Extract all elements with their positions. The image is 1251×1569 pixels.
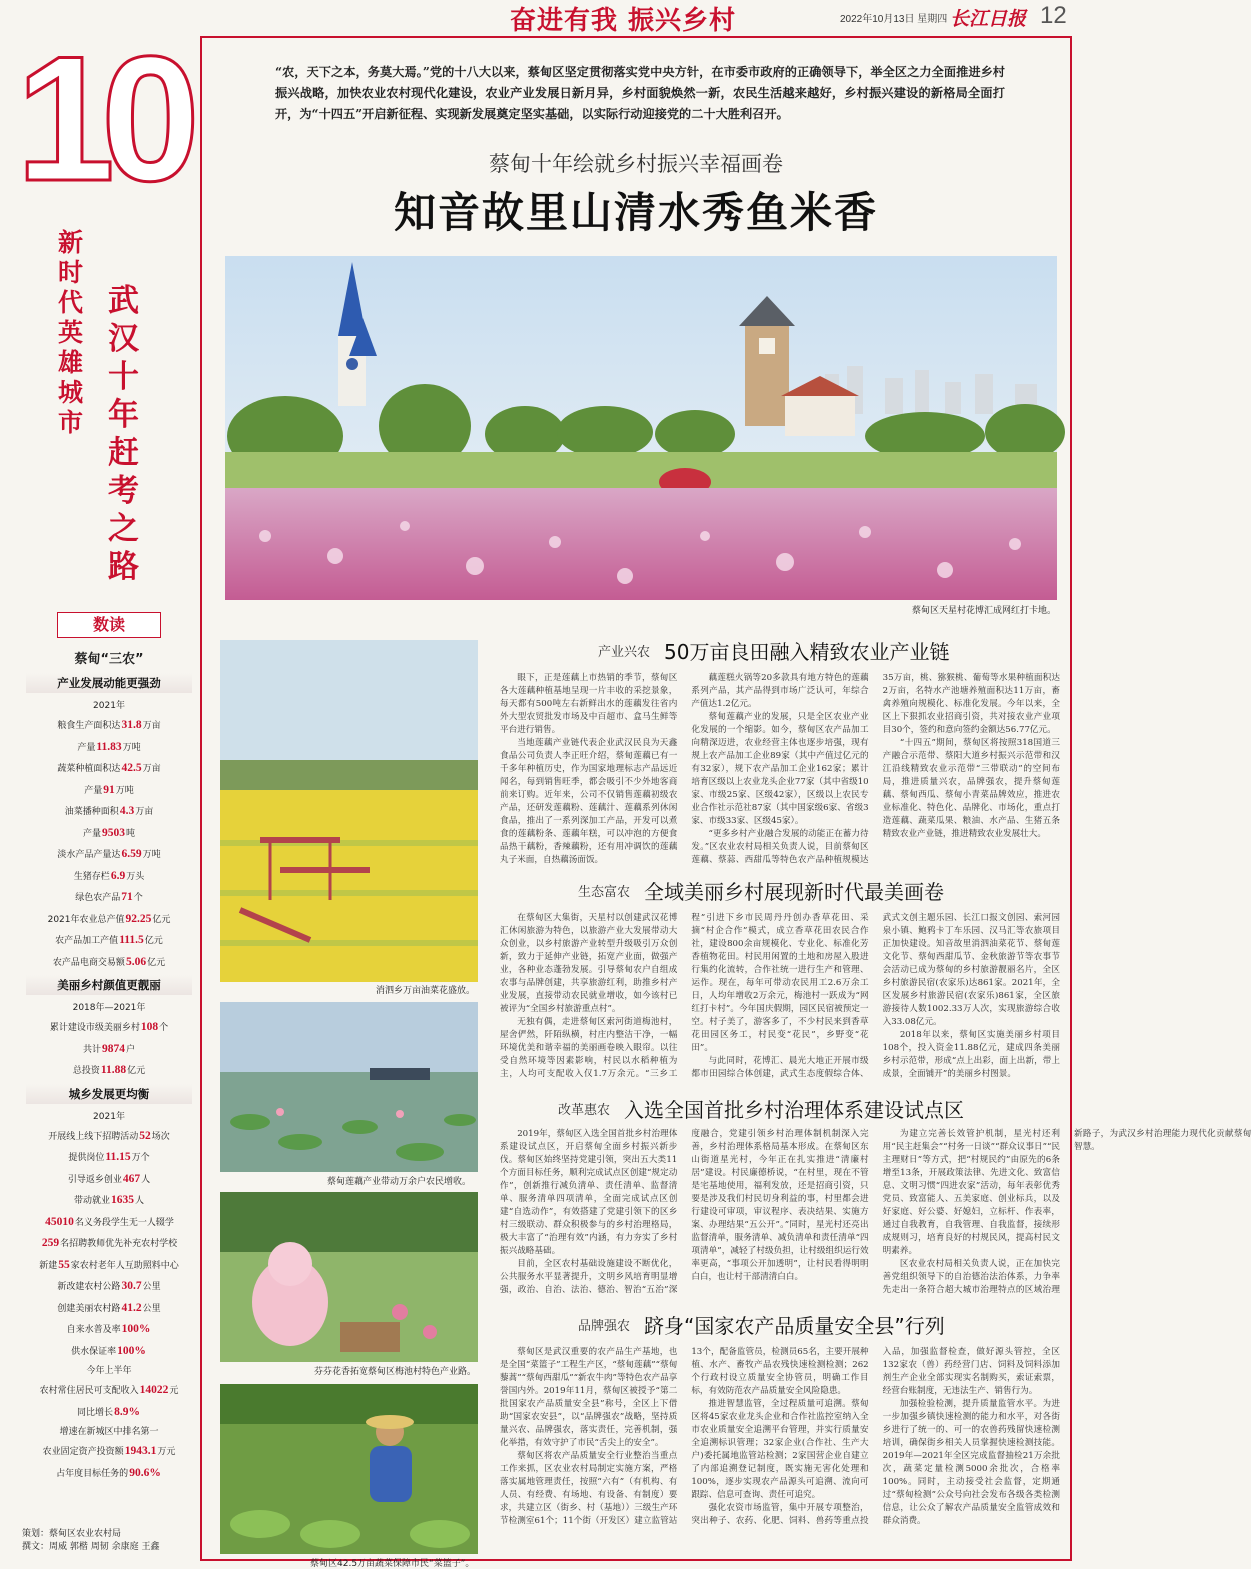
stat-unit: 吨	[126, 828, 136, 839]
sidebar-stat	[22, 1423, 196, 1441]
hero-caption: 蔡甸区天星村花博汇成网红打卡地。	[912, 606, 1057, 616]
stat-value: 1635	[111, 1194, 134, 1206]
series-number: 10	[16, 19, 186, 218]
stat-label: 共计	[82, 1044, 101, 1055]
sidebar-stat	[22, 887, 196, 909]
stat-unit: 公里	[142, 1303, 161, 1314]
stat-value: 4.3	[119, 805, 135, 817]
stat-label: 2021年农业总产值	[47, 914, 125, 925]
sidebar-stat	[22, 1147, 196, 1169]
stat-value: 31.8	[121, 719, 142, 731]
sidebar-stat	[22, 866, 196, 888]
stat-unit: 家农村老年人互助照料中心	[70, 1260, 179, 1271]
stat-unit: 户	[126, 1044, 136, 1055]
stat-label: 农产品电商交易额	[52, 957, 125, 968]
stat-value: 108	[140, 1021, 159, 1033]
stat-label: 增速在新城区中排名第一	[59, 1427, 159, 1437]
stat-unit: 人	[141, 1174, 151, 1185]
section-tag: 改革惠农	[558, 1103, 611, 1118]
stat-label: 粮食生产面积达	[57, 721, 121, 731]
stat-label: 提供岗位	[68, 1153, 105, 1163]
body-paragraph: 蔡甸区是武汉重要的农产品生产基地，也是全国“菜篮子”工程生产区，“蔡甸莲藕”“蔡甸藜蒿”“蔡甸西甜瓜”“新农牛肉”等特色农产品享誉国内外。2019年11月，蔡甸区被授予“第二批国家农产品质量安全县”称号，全区上下借助“国家农安县”，以“品牌强农”战略，坚持质量兴农、品牌强农，落实责任，完善机制，强化举措，有效守护了市民“舌尖上的安全”。	[500, 1347, 678, 1448]
sidebar-stat	[22, 1441, 196, 1463]
stat-value: 11.83	[96, 740, 122, 753]
stat-label: 2021年	[93, 701, 125, 711]
body-paragraph: 为建立完善长效管护机制，星光村还利用“民主赶集会”“村务一日谈”“群众议事日”“民主理财日”等方式，把“村规民约”由原先的6条增至13条，开展政策法律、先进文化、致富信息、文明习惯“四进农家”活动，每年表彰优秀党员、致富能人、五美家庭、创业标兵，以及好家庭、好公婆、好媳妇，立标杆、作表率，通过自我教育，自我管理、自我监督，接续形成规则习，培育良好的村规民风，提高村民文明素养。	[882, 1129, 1060, 1256]
photo-caption-flower: 芬芬花香拓宽蔡甸区梅池村特色产业路。	[314, 1367, 477, 1377]
stat-value: 6.59	[121, 848, 142, 860]
body-paragraph: 强化农资市场监管，集中开展专项整治，突出种子、农药、化肥、饲料、兽药等重点投入品，加强监督检查，做好源头管控，全区132家农（兽）药经营门店、饲料及饲料添加剂生产企业全部实现实名制购买，索证索票，经营台账制度，无违法生产、销售行为。	[691, 1347, 1060, 1526]
series-subtitle: 武汉十年赶考之路	[108, 283, 139, 585]
sidebar-section-title: 城乡发展更均衡	[26, 1084, 192, 1104]
sidebar-stat	[22, 715, 196, 737]
stat-value: 259	[41, 1237, 60, 1249]
article-credits	[22, 1528, 159, 1554]
stat-value: 6.9	[110, 869, 126, 882]
stat-label: 新建	[39, 1260, 58, 1271]
stat-unit: 名义务段学生无一人辍学	[74, 1217, 174, 1228]
stat-value: 100%	[121, 1323, 151, 1335]
article-headline: 知音故里山清水秀鱼米香	[393, 188, 878, 237]
stat-unit: 万亩	[135, 807, 154, 817]
stat-value: 71	[121, 891, 133, 903]
body-paragraph: 推进智慧监管，全过程质量可追溯。蔡甸区将45家农业龙头企业和合作社监控室纳入全市农业质量安全追溯平台管理，并实行质量安全追溯标识管理；32家企业(合作社、生产大户)委托属地监管站检测；2家国营企业自建立了内部追溯登记制度，既实施无害化处理和100%，逐步实现农产品源头可追溯、流向可跟踪、信息可查询、责任可追究。	[691, 1399, 869, 1500]
newspaper-logo: 长江日报	[950, 8, 1027, 30]
stat-label: 2018年—2021年	[72, 1003, 146, 1013]
stat-unit: 万吨	[115, 785, 134, 796]
sidebar-stat	[22, 1341, 196, 1363]
intro-paragraph: “农，天下之本，务莫大焉。”党的十八大以来，蔡甸区坚定贯彻落实党中央方针，在市委市政府的正确领导下，举全区之力全面推进乡村振兴战略，加快农业农村现代化建设，农业产业发展日新月异，乡村面貌焕然一新，农民生活越来越好，乡村振兴建设的新格局全面打开，为“十四五”开启新征程、实现新发展奠定坚实基础，以实际行动迎接党的二十大胜利召开。	[275, 65, 1005, 121]
stat-label: 创建美丽农村路	[57, 1303, 121, 1314]
stat-unit: 名招聘教师优先补充农村学校	[60, 1239, 178, 1249]
stat-value: 91	[103, 783, 115, 796]
credits-planning: 策划：蔡甸区农业农村局	[22, 1529, 122, 1539]
sidebar-stat	[22, 1108, 196, 1126]
stat-unit: 万个	[131, 1153, 150, 1163]
stat-label: 绿色农产品	[75, 893, 121, 903]
page-number: 12	[1040, 2, 1067, 29]
section-heading: 50万亩良田融入精致农业产业链	[664, 640, 950, 664]
stat-label: 今年上半年	[86, 1366, 132, 1376]
stat-value: 45010	[45, 1215, 74, 1228]
stat-unit: 亿元	[147, 957, 166, 968]
stat-label: 累计建设市级美丽乡村	[49, 1023, 140, 1033]
stat-value: 90.6%	[129, 1466, 161, 1479]
sidebar-stat	[22, 844, 196, 866]
hero-photo	[225, 256, 1057, 600]
stat-label: 油菜播种面积	[64, 807, 119, 817]
stat-label: 新改建农村公路	[57, 1282, 121, 1292]
photo-caption-lotus: 蔡甸莲藕产业带动万余户农民增收。	[327, 1177, 472, 1187]
stat-unit: 万元	[157, 1447, 176, 1457]
stat-value: 8.9%	[114, 1405, 140, 1418]
sidebar-stat	[22, 930, 196, 952]
stat-label: 开展线上线下招聘活动	[48, 1131, 139, 1142]
stat-label: 带动就业	[73, 1196, 110, 1206]
stat-unit: 元	[169, 1386, 179, 1396]
stat-label: 农业固定资产投资额	[42, 1447, 124, 1457]
stat-unit: 亿元	[144, 936, 163, 946]
sidebar-stat	[22, 1060, 196, 1082]
stat-unit: 人	[135, 1196, 145, 1206]
sidebar-stat	[22, 909, 196, 931]
section-body-ecology	[500, 912, 1060, 1084]
sidebar-stat	[22, 737, 196, 759]
sidebar-stat	[22, 1362, 196, 1380]
sidebar-title: 数读	[57, 612, 161, 638]
body-paragraph: 在蔡甸区大集街，天星村以创建武汉花博汇休闲旅游为特色，以旅游产业大发展带动大众创业，以乡村旅游产业转型升级吸引万众创新，致力于延伸产业链，拓宽产业面，做强产业，各种业态蓬勃发展。引导蔡甸农户自组成农事与品牌创建，共享旅游红利，助推乡村产业发展，直接带动农民就业增收，如今该村已被评为“全国乡村旅游重点村”。	[500, 913, 678, 1014]
sidebar-section-title: 产业发展动能更强劲	[26, 673, 192, 693]
section-heading: 跻身“国家农产品质量安全县”行列	[644, 1314, 945, 1338]
section-title-reform	[558, 1094, 964, 1122]
sidebar-stat	[22, 697, 196, 715]
stat-value: 11.15	[105, 1151, 131, 1163]
sidebar-stat	[22, 1190, 196, 1212]
stat-label: 产量	[82, 828, 101, 839]
stat-value: 100%	[117, 1344, 146, 1357]
section-heading: 全域美丽乡村展现新时代最美画卷	[644, 880, 945, 904]
section-body-brand	[500, 1346, 1060, 1552]
stat-label: 生猪存栏	[73, 871, 110, 882]
photo-lotus-pond	[220, 1002, 478, 1172]
stat-value: 30.7	[121, 1280, 142, 1292]
sidebar-section-title: 美丽乡村颜值更靓丽	[26, 975, 192, 995]
stat-value: 14022	[139, 1384, 169, 1396]
body-paragraph: 眼下，正是莲藕上市热销的季节，蔡甸区各大莲藕种植基地呈现一片丰收的采挖景象，每天都有500吨左右新鲜出水的莲藕发往省内外大型农贸批发市场及中百超市、盒马生鲜等平台进行销售。	[500, 673, 678, 735]
stat-unit: 场次	[151, 1131, 170, 1142]
body-paragraph: 蔡甸区将农产品质量安全行业整治当重点工作来抓，区农业农村局制定实施方案，严格落实属地管理责任，按照“六有”（有机构、有人员、有经费、有场地、有设备、有制度）要求，共建立区（街乡、村（基地））三级生产环节检测室61个；11个街（开发区）建立监管站13个，配备监管员，检测员65名，主要开展种植、水产、畜牧产品农残快速检测检测；262个行政村设立质量安全协管员，明确工作目标，有效防范农产品质量安全风险隐患。	[500, 1347, 869, 1526]
stat-unit: 公里	[142, 1282, 161, 1292]
sidebar-stat	[22, 1255, 196, 1277]
sidebar-stat	[22, 952, 196, 974]
body-paragraph: “更多乡村产业融合发展的动能正在蓄力待发。”区农业农村局相关负责人说，目前蔡甸区莲藕、蔡蒜、西甜瓜等特色农产品种植规模达35万亩，桃、猕猴桃、葡萄等水果种植面积达2万亩，名特水产池塘养殖面积达11万亩，畜禽养殖向规模化、标准化发展。今年以来，全区上下狠抓农业招商引资，共对接农业产业项目30个，签约和意向签约金额达56.77亿元。	[691, 673, 1060, 865]
stat-label: 总投资	[72, 1066, 100, 1076]
photo-flower-garden	[220, 1192, 478, 1362]
stat-value: 11.88	[100, 1064, 127, 1076]
section-tag: 生态富农	[578, 885, 631, 900]
body-paragraph: 目前，全区农村基础设施建设不断优化，公共服务水平显著提升，文明乡风培育明显增强，政治、自治、法治、德治、智治“五治”深度融合，党建引领乡村治理体制机制深入完善，乡村治理体系格局基本形成。在蔡甸区东山街道星光村，今年正在扎实推进“清廉村居”建设。村民廉德桥说，“在村里，现在不管是宅基地使用，福利发放，还是招商引资，只要是涉及我们村民切身利益的事，村里都会进行建设可审项，审议程序、表决结果、实施方案、办理结果“五公开”。”同时，星光村还亮出监督清单，服务清单、减负清单和责任清单“四项清单”，减轻了村级负担，让村级组织运行效率更高，“事项公开加透明”，让村民看得明明白白，也让村干部清清白白。	[500, 1129, 869, 1295]
stat-value: 5.06	[125, 955, 147, 968]
stat-label: 占年度目标任务的	[56, 1468, 129, 1479]
sidebar-stat	[22, 758, 196, 780]
sidebar-stat	[22, 1039, 196, 1061]
series-title: 新时代英雄城市	[58, 228, 84, 437]
stat-unit: 个	[159, 1023, 169, 1033]
stat-label: 供水保证率	[71, 1346, 117, 1357]
stat-unit: 亿元	[127, 1066, 146, 1076]
section-title-industry	[598, 636, 949, 664]
section-title-brand	[578, 1310, 945, 1338]
stat-value: 1943.1	[124, 1445, 157, 1457]
sidebar-stat	[22, 780, 196, 802]
stat-label: 同比增长	[77, 1407, 114, 1418]
body-paragraph: 区农业农村局相关负责人说，正在加快完善党组织领导下的自治德治法治体系，力争率先走出一条符合超大城市治理特点的区域治理新路子，为武汉乡村治理能力现代化贡献蔡甸智慧。	[882, 1129, 1251, 1295]
section-body-industry	[500, 672, 1060, 894]
credits-writers: 撰文：周威 郭楷 周韧 余康庭 王鑫	[22, 1542, 160, 1552]
body-paragraph: 蔡甸莲藕产业的发展，只是全区农业产业化发展的一个缩影。如今，蔡甸区农产品加工向精深迈进，农业经营主体也逐步培强，现有规上农产品加工企业89家（其中产值过亿元的有32家），规下农产品加工企业162家；累计培育区级以上农业龙头企业77家（其中省级10家、市级25家、区级42家），区级以上农民专业合作社示范社87家（其中国家级6家、省级3家、市级33家、区级45家）。	[691, 712, 869, 826]
body-paragraph: 2019年，蔡甸区入选全国首批乡村治理体系建设试点区，开启蔡甸全面乡村振兴新步伐。蔡甸区始终坚持党建引领，突出五大类11个方面目标任务，顺利完成试点区创建“规定动作”，创新推行减负清单、责任清单、监督清单、服务清单四项清单，全面完成试点区创建“自选动作”，有效搭建了党建引领下的区乡村三级联动、群众积极参与的乡村治理格局，极大丰富了“治理有效”内涵，有力夯实了乡村振兴战略基础。	[500, 1129, 678, 1256]
stat-label: 产量	[84, 785, 103, 796]
sidebar-stat	[22, 1298, 196, 1320]
stat-unit: 万吨	[122, 742, 141, 753]
stat-unit: 万吨	[142, 850, 161, 860]
body-paragraph: “十四五”期间，蔡甸区将按照318国道三产融合示范带、蔡阳大道乡村振兴示范带和汉江沿线精致农业示范带“三带联动”的空间布局，推进质量兴农，品牌强农，提升蔡甸莲藕、蔡甸西瓜、蔡甸小青菜品牌效应，推进农业标准化、特色化、品牌化、市场化，重点打造莲藕、蔬菜瓜果、粮油、水产品、生猪五条精致农业产业链，推进精致农业发展壮大。	[882, 738, 1060, 839]
photo-caption-rapeseed: 消泗乡万亩油菜花盛放。	[376, 986, 476, 996]
sidebar-stat	[22, 801, 196, 823]
stat-label: 淡水产品产量达	[57, 850, 121, 860]
stat-unit: 万亩	[142, 764, 161, 774]
sidebar-sections	[22, 673, 196, 1484]
section-body-reform	[500, 1128, 1251, 1308]
body-paragraph: 与此同时，花博汇、晨光大地正开展市级都市田园综合体创建，武式生态度假综合体、武式文创主题乐园、长江口报文创园、索河园泉小镇、鲍鸦卡丁车乐园、汉马汇等农旅项目正加快建设。知音故里消泗油菜花节、蔡甸莲文化节、蔡甸西甜瓜节、金秋旅游节等农事节会活动已成为蔡甸的乡村旅游靓丽名片，全区乡村旅游民宿(农家乐)达861家。2021年，全区发展乡村旅游民宿(农家乐)861家，全区旅游接待人数1002.33万人次，实现旅游综合收入33.08亿元。	[691, 913, 1060, 1079]
body-paragraph: 藕莲糕火锅等20多款具有地方特色的莲藕系列产品，其产品得到市场广泛认可，年综合产值达1.2亿元。	[691, 673, 869, 709]
body-paragraph: 无独有偶，走进蔡甸区索河街道梅池村，屋舍俨然，阡陌纵横，村庄内整洁干净，一幅环境优美和谐幸福的美丽画卷映入眼帘。以往受自然环境等因素影响，村民以水稻种植为主，人均可支配收入仅1.7万余元。“三乡工程”引进下乡市民周丹丹创办香草花田、采摘“村企合作”模式，成立香草花田农民合作社，建设800余亩规模化、专业化、标准化芳香植物花田。村民用闲置的土地和房屋入股进行集约化流转，合作社统一进行生产和管理、运作。现在，每年可带动农民用工2.6万余工日，人均年增收2万余元，梅池村一跃成为“网红打卡村”。今年国庆假期，园区民宿被预定一空。村子美了，游客多了，不少村民来到香草花田园区务工，村民变“花民”，乡野变“花田”。	[500, 913, 869, 1079]
sidebar-stat	[22, 1233, 196, 1255]
stat-value: 52	[139, 1129, 151, 1142]
section-heading: 入选全国首批乡村治理体系建设试点区	[624, 1098, 965, 1122]
article-kicker: 蔡甸十年绘就乡村振兴幸福画卷	[489, 152, 783, 176]
stat-label: 2021年	[93, 1111, 125, 1122]
stat-value: 55	[58, 1258, 70, 1271]
body-paragraph: 2018年以来，蔡甸区实施美丽乡村项目108个，投入资金11.88亿元，建成四条美丽乡村示范带，形成“点上出彩，面上出新，带上成景，全面铺开”的美丽乡村图景。	[882, 1030, 1060, 1079]
stat-value: 92.25	[125, 912, 152, 925]
stat-label: 农村常住居民可支配收入	[39, 1386, 139, 1396]
section-tag: 产业兴农	[598, 645, 651, 660]
body-paragraph: 加强检验检测，提升质量监管水平。为进一步加强乡镇快速检测的能力和水平，对各街乡进行了统一的、可一的农兽药残留快速检测培训，确保街乡相关人员掌握快速检测技能。2019年—2021年全区完成监督抽检21万余批次，蔬菜定量检测5000余批次，合格率100%。同时，主动接受社会监督，定期通过“蔡甸检测”公众号向社会发布各级各类检测信息，让公众了解农产品质量安全监管成效和群众消费。	[882, 1399, 1060, 1526]
stat-label: 自来水普及率	[66, 1325, 121, 1335]
sidebar-stat	[22, 1212, 196, 1234]
stat-label: 蔬菜种植面积达	[57, 764, 121, 774]
column-slogan: 奋进有我 振兴乡村	[510, 6, 737, 36]
data-sidebar	[22, 612, 196, 1512]
stat-unit: 万亩	[142, 721, 161, 731]
stat-value: 41.2	[121, 1301, 142, 1314]
sidebar-stat	[22, 1169, 196, 1191]
body-paragraph: 当地莲藕产业链代表企业武汉民良为天鑫食品公司负责人李正旺介绍，蔡甸莲藕已有一千多年种植历史，作为国家地理标志产品远近闻名，每到销售旺季，都会吸引不少外地客商前来订购。近年来，公司不仅销售莲藕初级农产品，还研发莲藕粉、莲藕汁、莲藕系列休闲食品，推出了一系列深加工产品，开发可以煮食的莲藕粉条、莲藕年糕，可以冲泡的方便食品热干藕粉，香辣藕粉，还有用冲调饮的莲藕丸子米面，自热藕汤面饭。	[500, 738, 678, 865]
stat-label: 农产品加工产值	[55, 936, 119, 946]
sidebar-stat	[22, 1017, 196, 1039]
photo-caption-vegetable: 蔡甸区42.5万亩蔬菜保障市民“菜篮子”。	[310, 1559, 475, 1569]
sidebar-stat	[22, 1126, 196, 1148]
sidebar-stat	[22, 1319, 196, 1341]
stat-value: 9503	[102, 826, 125, 839]
stat-label: 引导返乡创业	[67, 1174, 122, 1185]
photo-rapeseed-field	[220, 640, 478, 982]
sidebar-stat	[22, 1276, 196, 1298]
stat-value: 467	[122, 1172, 141, 1185]
sidebar-stat	[22, 823, 196, 845]
stat-unit: 个	[133, 893, 143, 903]
sidebar-stat	[22, 1463, 196, 1485]
sidebar-stat	[22, 1402, 196, 1424]
publication-date: 2022年10月13日 星期四	[840, 14, 948, 25]
stat-label: 产量	[77, 742, 96, 753]
sidebar-stat	[22, 999, 196, 1017]
sidebar-heading: 蔡甸“三农”	[74, 652, 144, 667]
section-tag: 品牌强农	[578, 1319, 631, 1334]
stat-unit: 万头	[126, 871, 145, 882]
stat-value: 111.5	[119, 934, 144, 946]
stat-unit: 亿元	[152, 914, 171, 925]
photo-vegetable-farmer	[220, 1384, 478, 1554]
section-title-ecology	[578, 876, 944, 904]
sidebar-stat	[22, 1380, 196, 1402]
stat-value: 42.5	[121, 762, 142, 774]
stat-value: 9874	[102, 1042, 125, 1055]
masthead	[480, 0, 1080, 34]
